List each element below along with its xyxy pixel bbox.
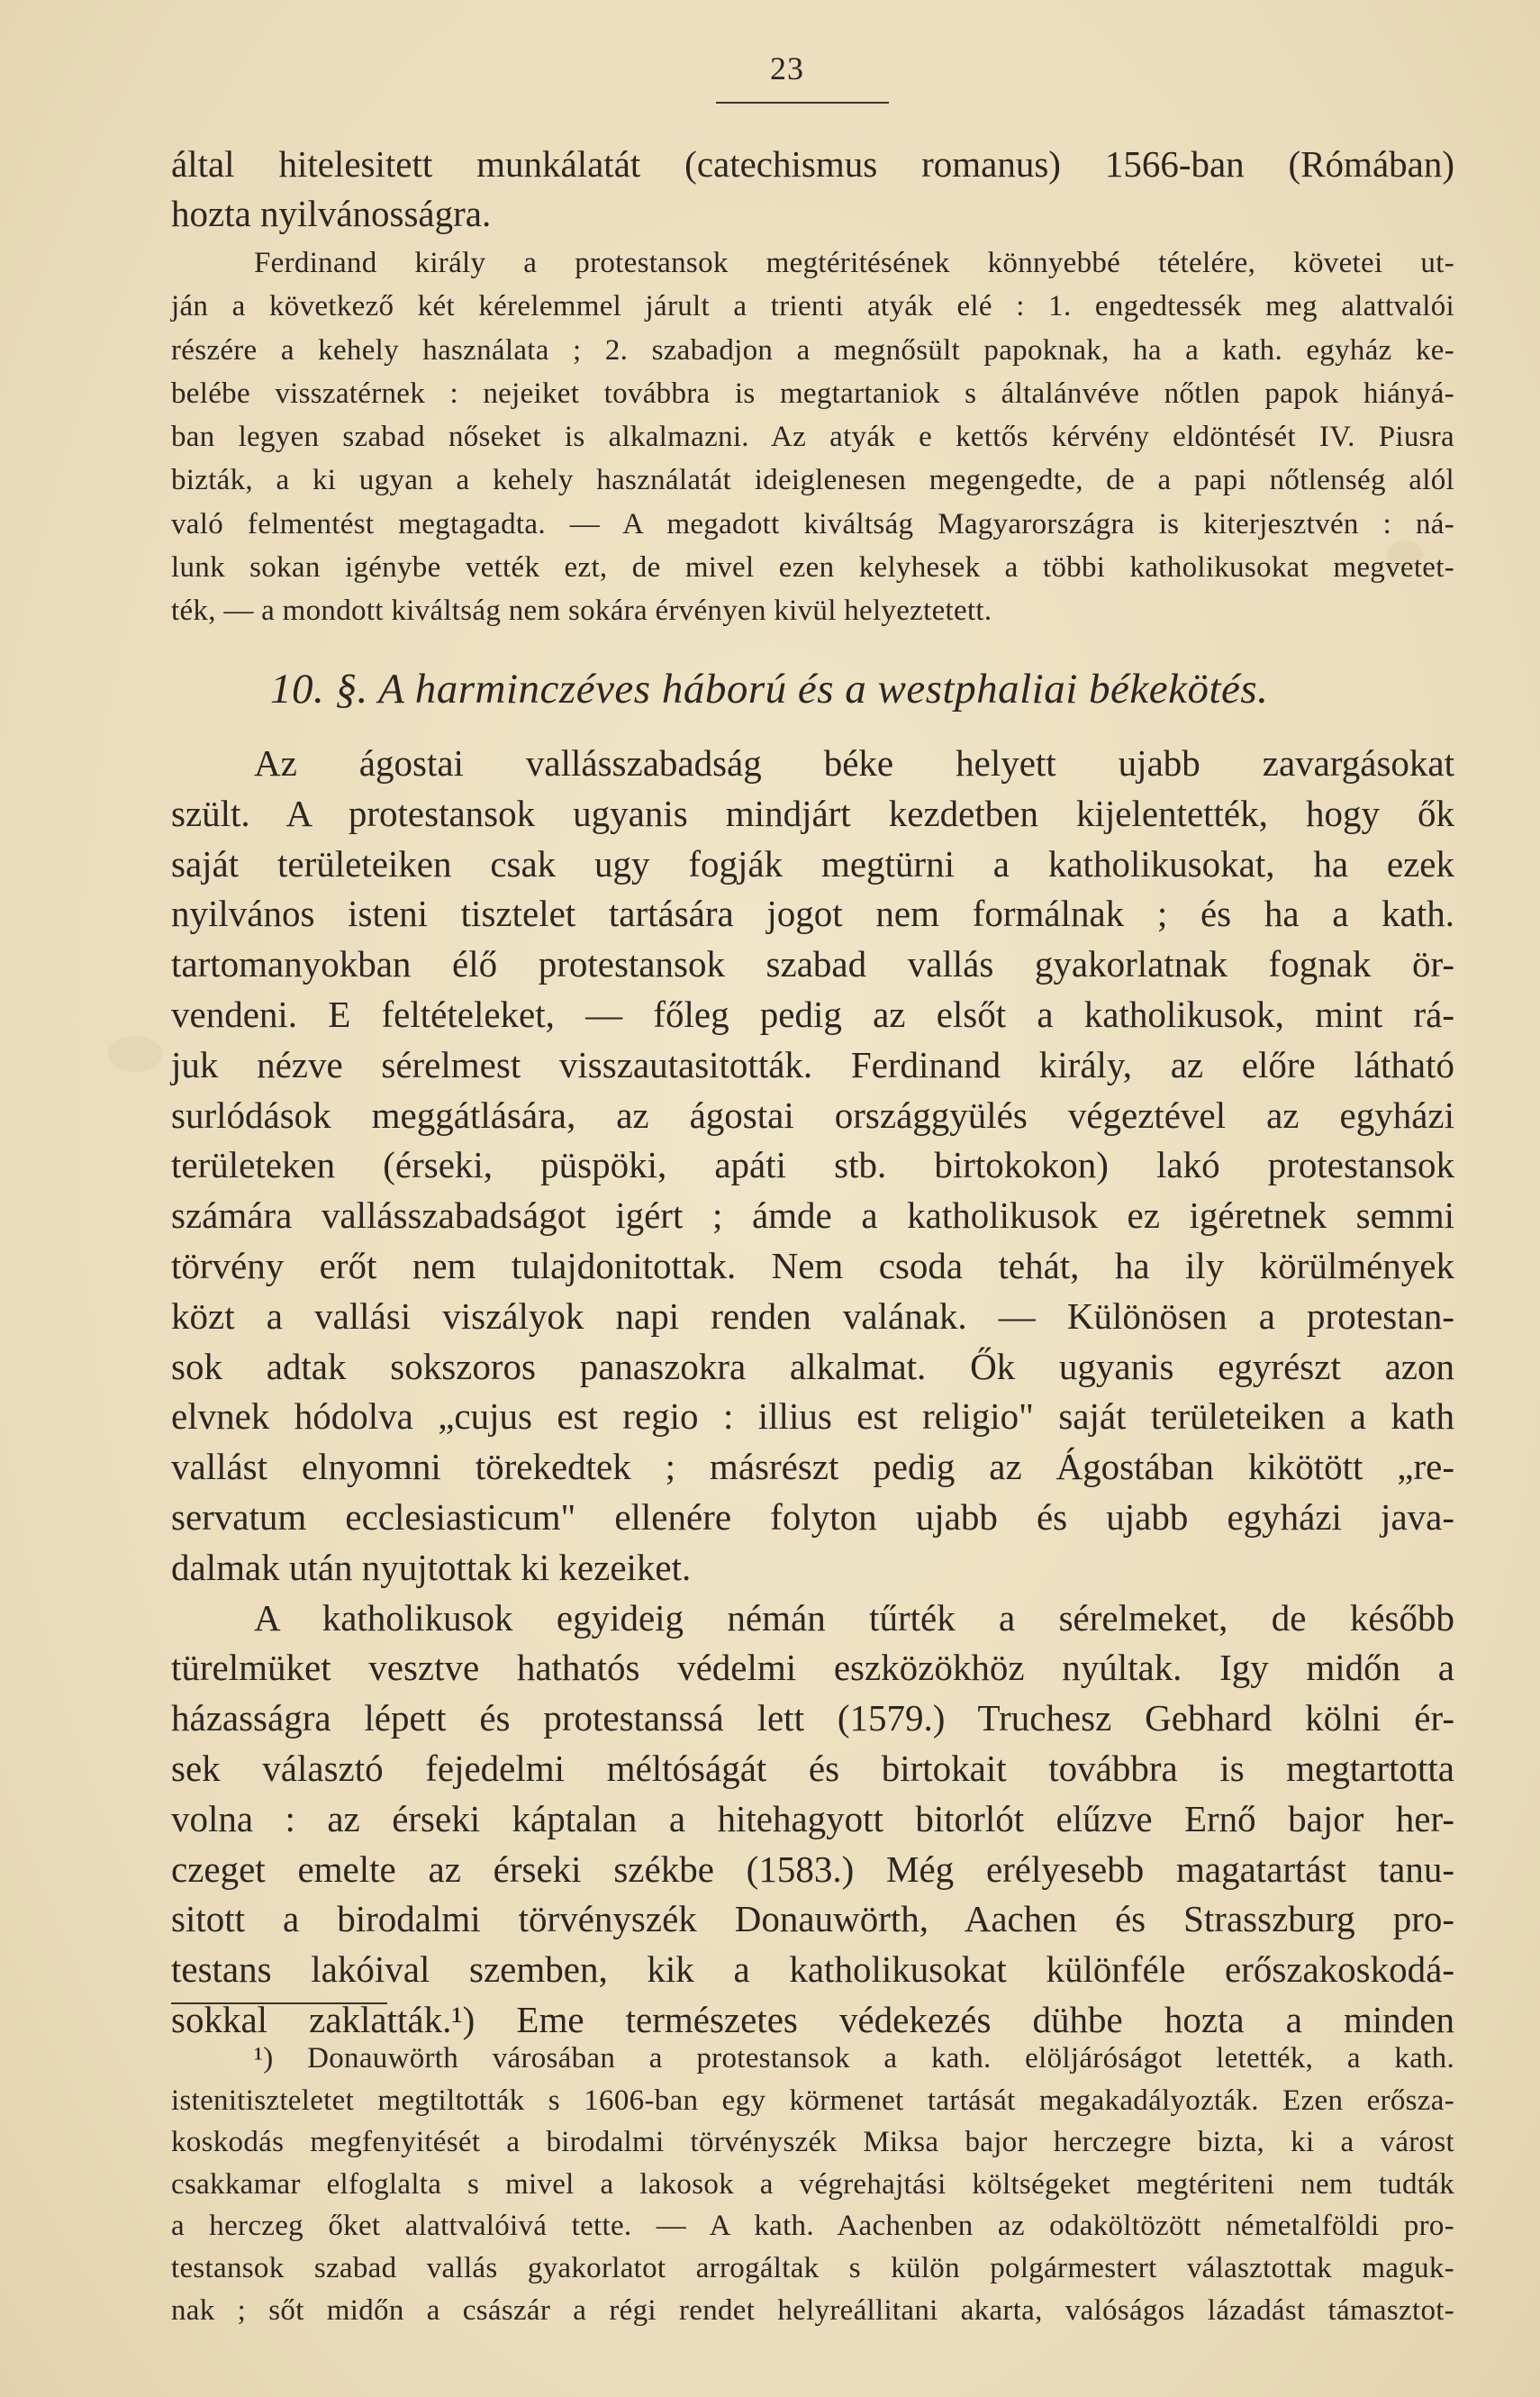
text-line: ján a következő két kérelemmel járult a trienti atyák elé : 1. engedtessék meg alattvalói — [171, 290, 1454, 323]
text-line: nyilvános isteni tisztelet tartására jogot nem formálnak ; és ha a kath. — [171, 893, 1454, 935]
footnote-line: ¹) Donauwörth városában a protestansok a kath. elöljáróságot letették, a kath. — [254, 2042, 1454, 2075]
text-line: házasságra lépett és protestanssá lett (1579.) Truchesz Gebhard kölni ér- — [171, 1697, 1454, 1739]
text-line: A katholikusok egyideig némán tűrték a sérelmeket, de később — [254, 1596, 1454, 1639]
text-line: vendeni. E feltételeket, — főleg pedig az elsőt a katholikusok, mint rá- — [171, 993, 1454, 1035]
text-line: türelmüket vesztve hathatós védelmi eszközökhöz nyúltak. Igy midőn a — [171, 1647, 1454, 1689]
footnote-line: testansok szabad vallás gyakorlatot arrogáltak s külön polgármestert választottak maguk- — [171, 2251, 1454, 2284]
text-line: sitott a birodalmi törvényszék Donauwörth, Aachen és Strasszburg pro- — [171, 1898, 1454, 1940]
text-line: közt a vallási viszályok napi renden valának. — Különösen a protestan- — [171, 1294, 1454, 1337]
text-line: Az ágostai vallásszabadság béke helyett ujabb zavargásokat — [254, 742, 1454, 784]
text-line: saját területeiken csak ugy fogják megtürni a katholikusokat, ha ezek — [171, 842, 1454, 885]
text-line: hozta nyilvánosságra. — [171, 193, 492, 234]
text-line: területeken (érseki, püspöki, apáti stb. birtokokon) lakó protestansok — [171, 1144, 1454, 1186]
footnote-line: nak ; sőt midőn a császár a régi rendet helyreállitani akarta, valóságos lázadást támasztot- — [171, 2293, 1454, 2327]
text-line: számára vallásszabadságot igért ; ámde a katholikusok ez igéretnek semmi — [171, 1194, 1454, 1237]
text-line: lunk sokan igénybe vették ezt, de mivel ezen kelyhesek a többi katholikusokat megvetet- — [171, 551, 1454, 585]
text-line: sok adtak sokszoros panaszokra alkalmat. Ők ugyanis egyrészt azon — [171, 1345, 1454, 1387]
text-line: dalmak után nyujtottak ki kezeiket. — [171, 1546, 692, 1588]
text-line: sek választó fejedelmi méltóságát és birtokait továbbra is megtartotta — [171, 1747, 1454, 1789]
text-line: czeget emelte az érseki székbe (1583.) Még erélyesebb magatartást tanu- — [171, 1848, 1454, 1890]
footnote-line: koskodás megfenyitését a birodalmi törvényszék Miksa bajor herczegre bizta, ki a várost — [171, 2126, 1454, 2159]
footnote-rule — [171, 2002, 387, 2004]
text-line: Ferdinand király a protestansok megtéritésének könnyebbé tételére, követei ut- — [254, 247, 1454, 279]
text-line: által hitelesitett munkálatát (catechismus romanus) 1566-ban (Rómában) — [171, 143, 1454, 185]
text-line: tartomanyokban élő protestansok szabad vallás gyakorlatnak fognak ör- — [171, 943, 1454, 985]
text-line: részére a kehely használata ; 2. szabadjon a megnősült papoknak, ha a kath. egyház ke- — [171, 333, 1454, 367]
text-line: testans lakóival szemben, kik a katholikusokat különféle erőszakoskodá- — [171, 1948, 1454, 1991]
text-line: bizták, a ki ugyan a kehely használatát ideiglenesen megengedte, de a papi nőtlenség alól — [171, 464, 1454, 497]
paper-stain — [108, 1036, 162, 1072]
text-line: szült. A protestansok ugyanis mindjárt kezdetben kijelentették, hogy ők — [171, 792, 1454, 834]
text-line: vallást elnyomni törekedtek ; másrészt pedig az Ágostában kikötött „re- — [171, 1446, 1454, 1488]
text-line: juk nézve sérelmest visszautasitották. Ferdinand király, az előre látható — [171, 1043, 1454, 1085]
text-line: belébe visszatérnek : nejeiket továbbra is megtartaniok s általánvéve nőtlen papok hiányá- — [171, 377, 1454, 410]
page-number-rule — [716, 102, 889, 104]
text-line: elvnek hódolva „cujus est regio : illius est religio" saját területeiken a kath — [171, 1395, 1454, 1438]
text-line: sokkal zaklatták.¹) Eme természetes védekezés dühbe hozta a minden — [171, 1998, 1454, 2040]
footnote-line: a herczeg őket alattvalóivá tette. — A kath. Aachenben az odaköltözött németalföldi pro- — [171, 2210, 1454, 2243]
text-line: servatum ecclesiasticum" ellenére folyton ujabb és ujabb egyházi java- — [171, 1495, 1454, 1538]
page-number: 23 — [770, 50, 804, 86]
section-heading: 10. §. A harminczéves háború és a westphaliai békekötés. — [270, 666, 1269, 713]
text-line: surlódások meggátlására, az ágostai országgyülés végeztével az egyházi — [171, 1094, 1454, 1136]
text-line: volna : az érseki káptalan a hitehagyott bitorlót elűzve Ernő bajor her- — [171, 1797, 1454, 1839]
continuation-text — [171, 140, 1454, 239]
footnote-line: csakkamar elfoglalta s mivel a lakosok a végrehajtási költségeket megtériteni nem tudták — [171, 2167, 1454, 2201]
text-line: ték, — a mondott kiváltság nem sokára érvényen kivül helyeztetett. — [171, 595, 992, 628]
ferdinand-paragraph — [171, 241, 1454, 633]
footnote-line: istenitiszteletet megtiltották s 1606-ban egy körmenet tartását megakadályozták. Ezen erősza- — [171, 2084, 1454, 2117]
text-line: ban legyen szabad nőseket is alkalmazni. Az atyák e kettős kérvény eldöntését IV. Piusra — [171, 421, 1454, 454]
text-line: törvény erőt nem tulajdonitottak. Nem csoda tehát, ha ily körülmények — [171, 1244, 1454, 1286]
text-line: való felmentést megtagadta. — A megadott kiváltság Magyarországra is kiterjesztvén : ná- — [171, 507, 1454, 540]
main-text — [171, 739, 1454, 2046]
footnotes — [171, 2038, 1454, 2331]
